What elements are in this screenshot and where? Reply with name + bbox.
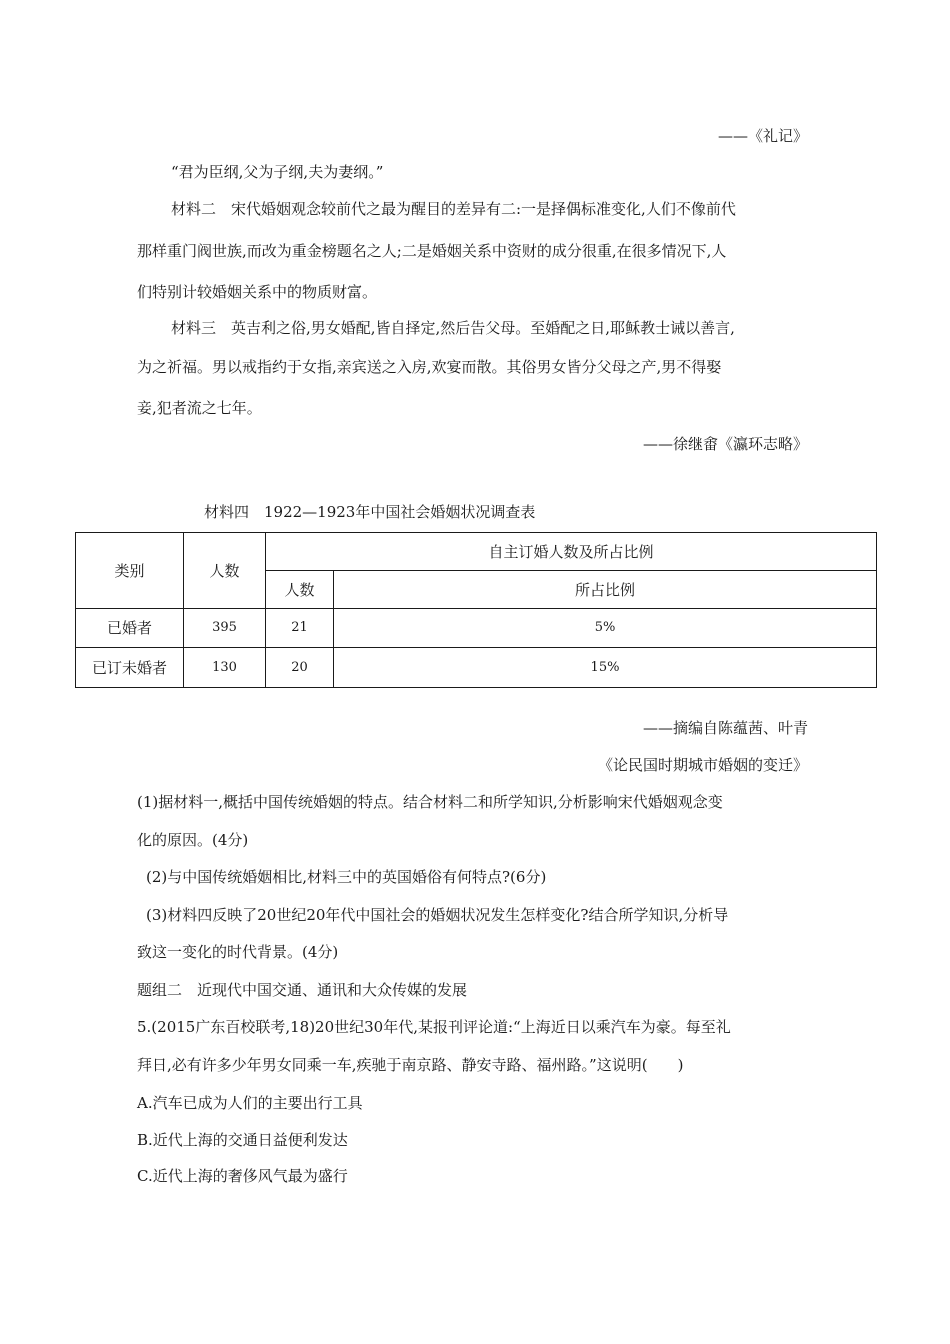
material4-title: 材料四 1922—1923年中国社会婚姻状况调查表 — [204, 503, 536, 521]
group2-title: 题组二 近现代中国交通、通讯和大众传媒的发展 — [137, 981, 468, 999]
header-self-count: 人数 — [266, 571, 334, 609]
row-self-count: 21 — [266, 609, 334, 648]
material2-line3: 们特别计较婚姻关系中的物质财富。 — [137, 283, 378, 301]
material3-line2: 为之祈福。男以戒指约于女指,亲宾送之入房,欢宴而散。其俗男女皆分父母之产,男不得娶 — [137, 358, 722, 376]
table-header-row — [76, 533, 877, 571]
row-ratio: 5% — [334, 609, 877, 648]
header-ratio: 所占比例 — [334, 571, 877, 609]
material4-source-line1: ——摘编自陈蕴茜、叶青 — [642, 719, 808, 737]
question1-line1: (1)据材料一,概括中国传统婚姻的特点。结合材料二和所学知识,分析影响宋代婚姻观念变 — [137, 793, 723, 811]
row-ratio: 15% — [334, 648, 877, 688]
row-count: 395 — [184, 609, 266, 648]
material2-line2: 那样重门阀世族,而改为重金榜题名之人;二是婚姻关系中资财的成分很重,在很多情况下,人 — [137, 242, 727, 260]
material1-quote: “君为臣纲,父为子纲,夫为妻纲。” — [171, 163, 384, 181]
question3-line2: 致这一变化的时代背景。(4分) — [137, 943, 339, 961]
row-category: 已订未婚者 — [76, 648, 184, 688]
material4-source-line2: 《论民国时期城市婚姻的变迁》 — [597, 756, 808, 774]
row-count: 130 — [184, 648, 266, 688]
material3-line1: 材料三 英吉利之俗,男女婚配,皆自择定,然后告父母。至婚配之日,耶稣教士诫以善言, — [171, 319, 735, 337]
question1-line2: 化的原因。(4分) — [137, 831, 249, 849]
question5-line1: 5.(2015广东百校联考,18)20世纪30年代,某报刊评论道:“上海近日以乘汽车为豪。每至礼 — [137, 1018, 731, 1036]
question2: (2)与中国传统婚姻相比,材料三中的英国婚俗有何特点?(6分) — [146, 868, 547, 886]
header-self-group: 自主订婚人数及所占比例 — [266, 533, 877, 571]
option-a: A.汽车已成为人们的主要出行工具 — [137, 1094, 363, 1112]
row-self-count: 20 — [266, 648, 334, 688]
question3-line1: (3)材料四反映了20世纪20年代中国社会的婚姻状况发生怎样变化?结合所学知识,分析导 — [146, 906, 729, 924]
row-category: 已婚者 — [76, 609, 184, 648]
question5-line2 — [137, 1055, 683, 1075]
material3-line3: 妾,犯者流之七年。 — [137, 399, 262, 417]
material2-line1: 材料二 宋代婚姻观念较前代之最为醒目的差异有二:一是择偶标准变化,人们不像前代 — [171, 200, 736, 218]
material1-source: ——《礼记》 — [717, 127, 808, 145]
header-count: 人数 — [184, 533, 266, 609]
table-row — [76, 609, 877, 648]
question5-stem: 拜日,必有许多少年男女同乘一车,疾驰于南京路、静安寺路、福州路。”这说明( — [137, 1056, 648, 1074]
table-row — [76, 648, 877, 688]
material3-source: ——徐继畬《瀛环志略》 — [642, 435, 808, 453]
option-c: C.近代上海的奢侈风气最为盛行 — [137, 1167, 348, 1185]
option-b: B.近代上海的交通日益便利发达 — [137, 1131, 348, 1149]
question5-close-paren: ) — [677, 1056, 684, 1074]
header-category: 类别 — [76, 533, 184, 609]
marriage-survey-table — [75, 532, 877, 688]
